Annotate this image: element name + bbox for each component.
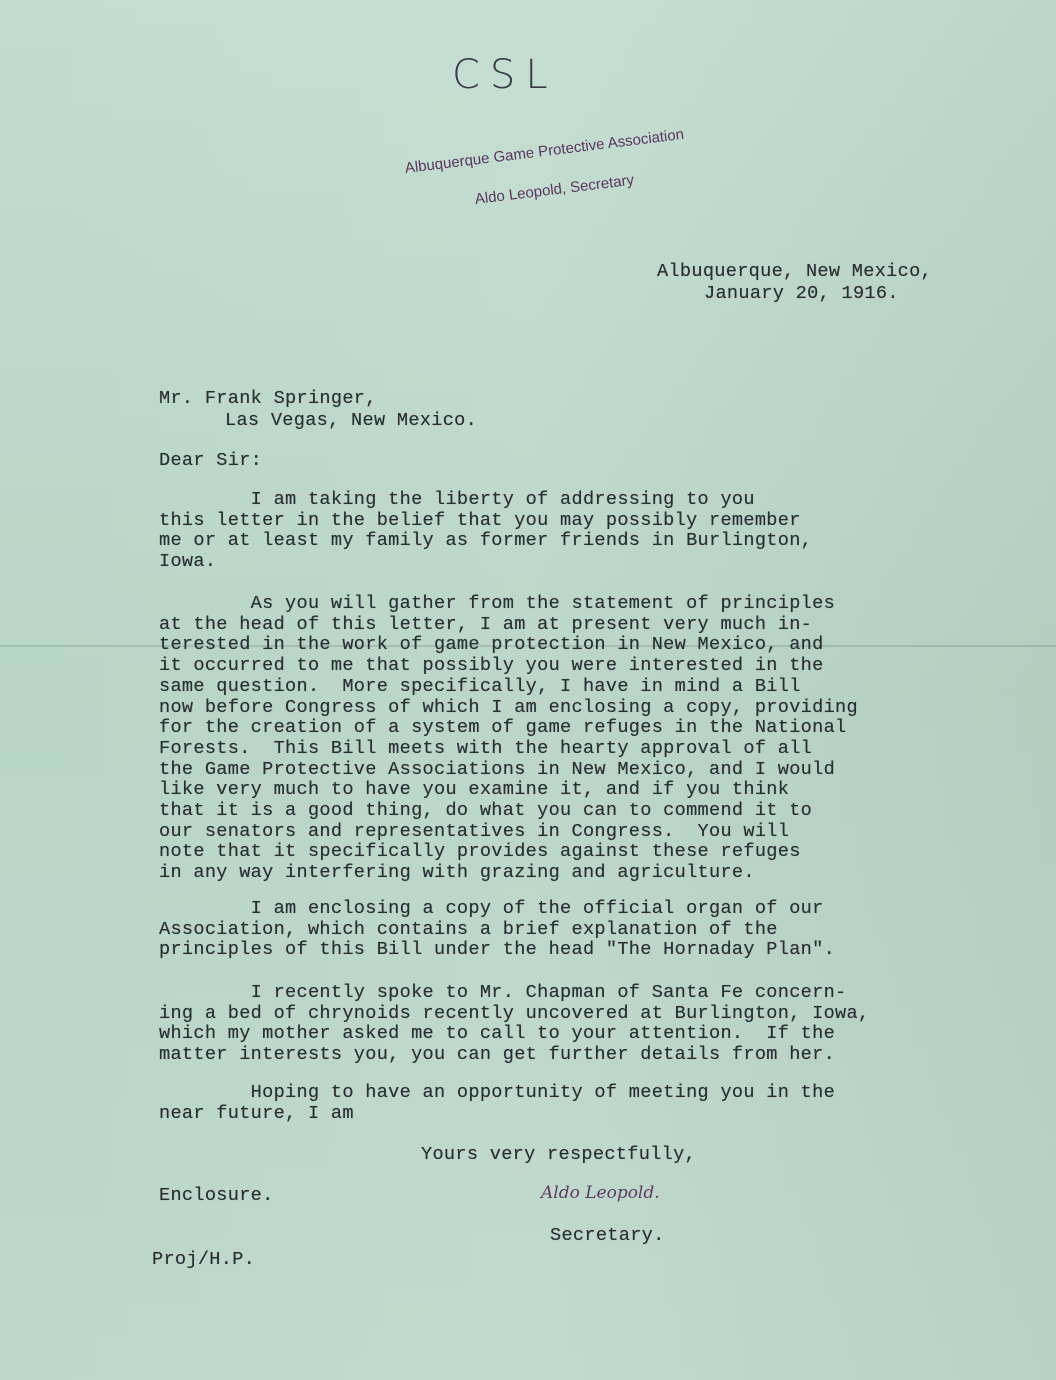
dateline-date: January 20, 1916. — [704, 283, 899, 304]
body-paragraph-1: I am taking the liberty of addressing to you this letter in the belief that you may possibly remember me or at least my family as former friends in Burlington, Iowa. — [159, 489, 813, 573]
handwritten-annotation: CSL — [452, 52, 558, 98]
signature: Aldo Leopold. — [541, 1183, 660, 1203]
salutation: Dear Sir: — [159, 450, 263, 471]
enclosure-note: Enclosure. — [159, 1185, 274, 1206]
recipient-address: Las Vegas, New Mexico. — [225, 410, 478, 431]
body-paragraph-4: I recently spoke to Mr. Chapman of Santa Fe concern- ing a bed of chrynoids recently uncovered at Burlington, Iowa, which my mother asked me to call to your attention. If the matter interests you, you can get further details from her. — [159, 982, 870, 1066]
recipient-name: Mr. Frank Springer, — [159, 388, 377, 409]
letterhead-organization: Albuquerque Game Protective Association — [403, 125, 685, 177]
body-paragraph-2: As you will gather from the statement of principles at the head of this letter, I am at present very much in- terested in the work of game protection in New Mexico, and it occurred to me that possibly you were interested in the same question. More specifically, I have in mind a Bill now before Congress of which I am enclosing a copy, providing for the creation of a system of game refuges in the National Forests. This Bill meets with the hearty approval of all the Game Protective Associations in New Mexico, and I would like very much to have you examine it, and if you think that it is a good thing, do what you can to commend it to our senators and representatives in Congress. You will note that it specifically provides against these refuges in any way interfering with grazing and agriculture. — [159, 593, 858, 884]
body-paragraph-5: Hoping to have an opportunity of meeting you in the near future, I am — [159, 1082, 836, 1124]
dateline-place: Albuquerque, New Mexico, — [657, 261, 932, 282]
reference-initials: Proj/H.P. — [152, 1249, 256, 1270]
signer-title: Secretary. — [550, 1225, 665, 1246]
letterhead-secretary: Aldo Leopold, Secretary — [473, 171, 635, 208]
body-paragraph-3: I am enclosing a copy of the official organ of our Association, which contains a brief explanation of the principles of this Bill under the head "The Hornaday Plan". — [159, 898, 836, 961]
closing: Yours very respectfully, — [421, 1144, 696, 1165]
